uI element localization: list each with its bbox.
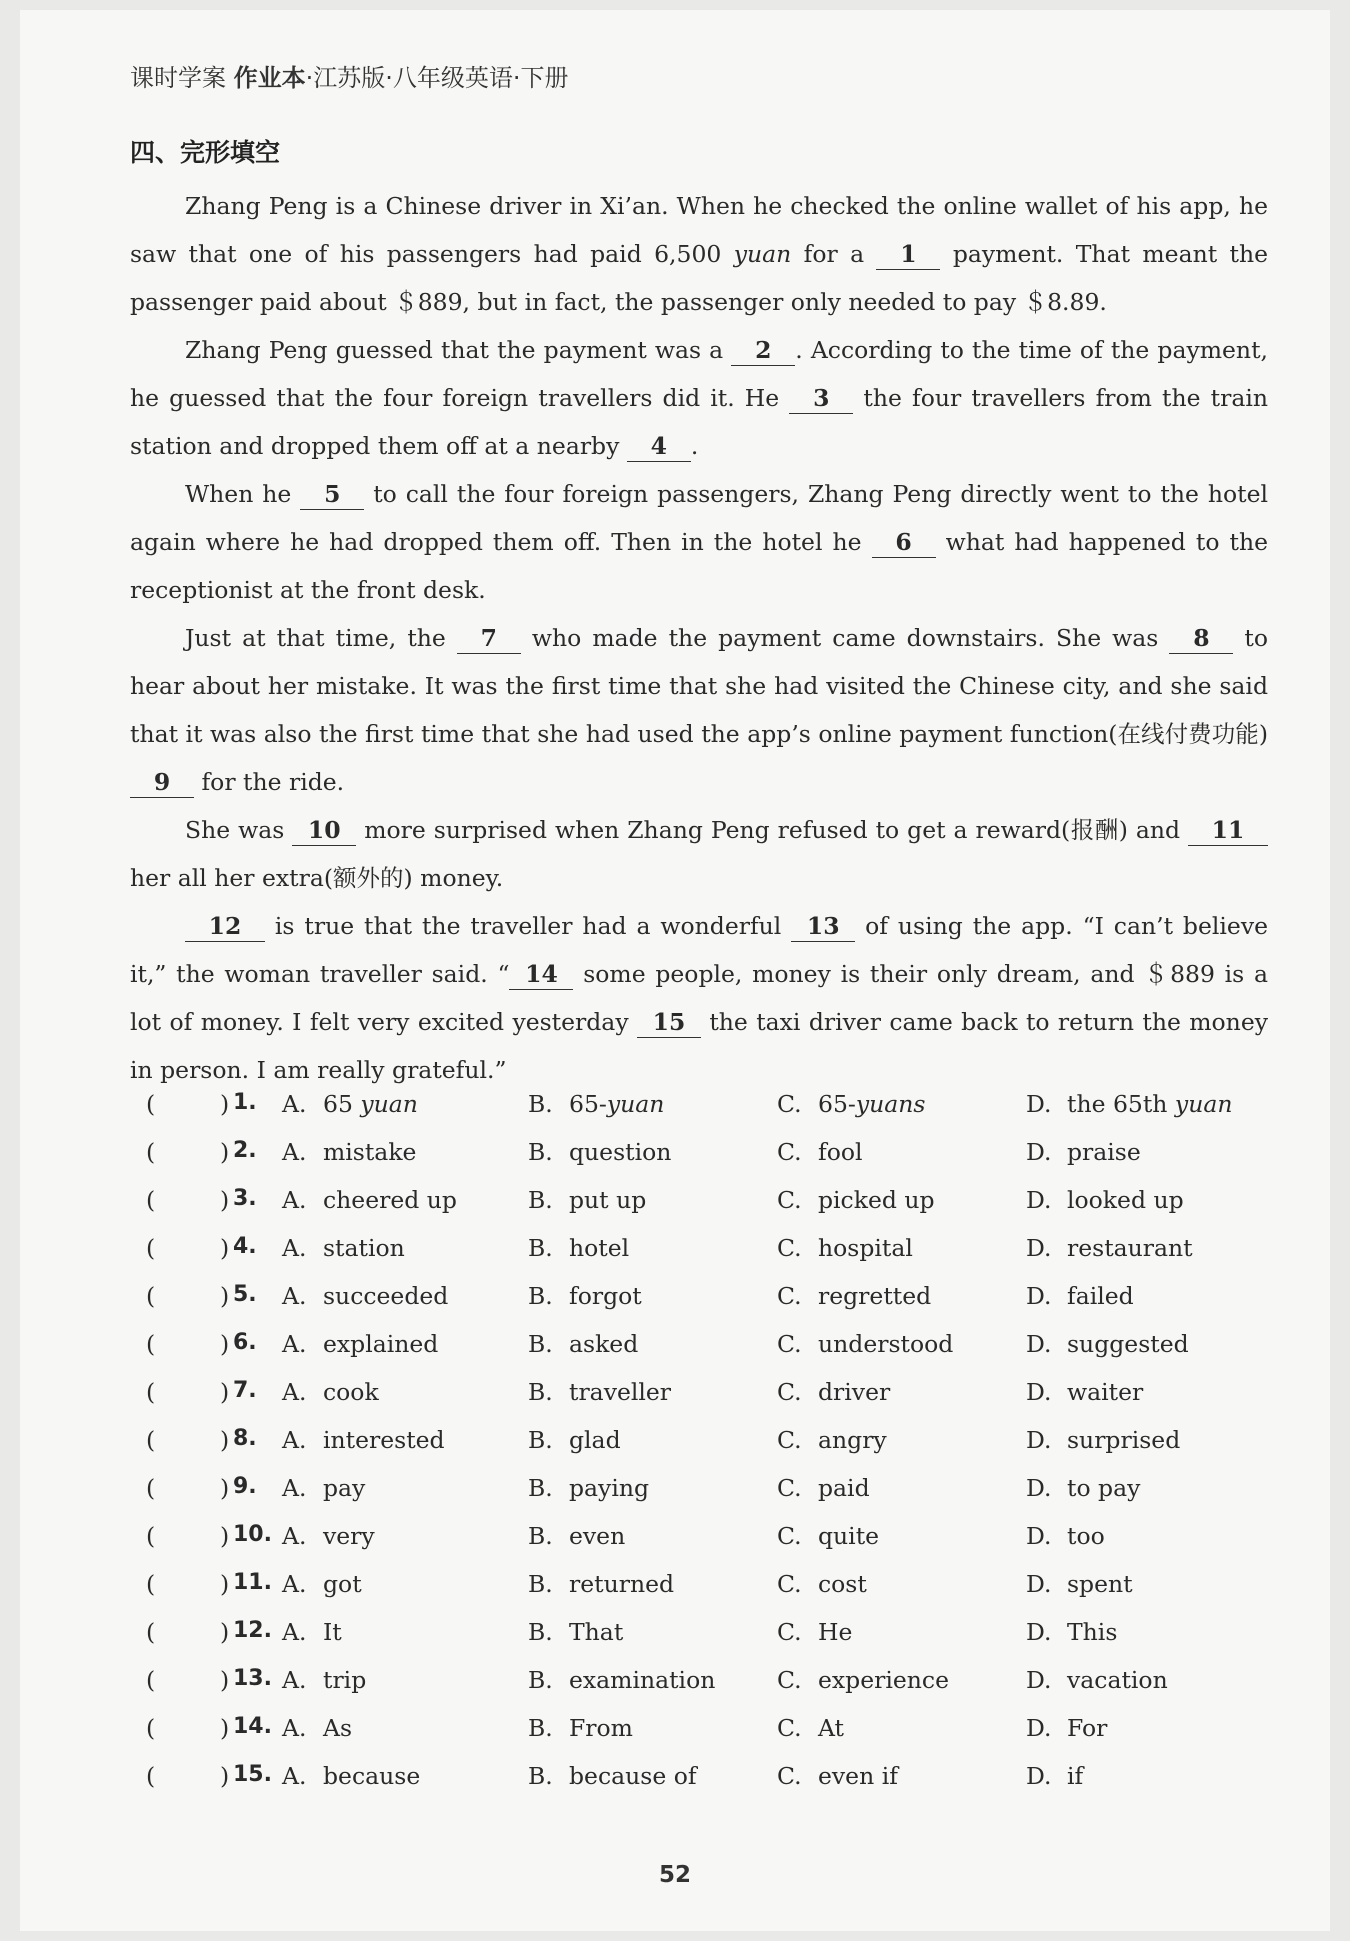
option-a-letter: A. <box>282 1090 307 1118</box>
answer-paren-right: ) <box>220 1090 230 1118</box>
running-header <box>130 58 569 93</box>
option-d-letter: D. <box>1026 1474 1052 1502</box>
option-c-letter: C. <box>777 1330 802 1358</box>
question-row <box>130 1138 1270 1186</box>
paragraph-2 <box>130 326 1268 470</box>
question-row <box>130 1474 1270 1522</box>
option-d-letter: D. <box>1026 1618 1052 1646</box>
text: who made the payment came downstairs. She was <box>520 624 1170 652</box>
option-a-text <box>323 1090 418 1118</box>
option-b-text: put up <box>569 1186 647 1214</box>
answer-paren-left: ( <box>146 1234 156 1262</box>
option-a-italic: yuan <box>360 1090 418 1118</box>
text: is true that the traveller had a wonderful <box>265 912 792 940</box>
question-row <box>130 1330 1270 1378</box>
text: the taxi driver came back to return the money in person. I am really grateful.” <box>130 1008 1268 1084</box>
option-c-text: 65- <box>818 1090 856 1118</box>
option-a-letter: A. <box>282 1522 307 1550</box>
option-a-text: very <box>323 1522 375 1550</box>
option-c-text: picked up <box>818 1186 935 1214</box>
paragraph-6 <box>130 902 1268 1094</box>
option-a-text: station <box>323 1234 405 1262</box>
answer-paren-right: ) <box>220 1282 230 1310</box>
text: of using the app. “I can’t believe it,” the woman traveller said. “ <box>130 912 1268 988</box>
option-a-text: trip <box>323 1666 367 1694</box>
option-b-letter: B. <box>528 1474 553 1502</box>
option-d-text: restaurant <box>1067 1234 1193 1262</box>
option-a-letter: A. <box>282 1426 307 1454</box>
option-c-letter: C. <box>777 1570 802 1598</box>
question-row <box>130 1234 1270 1282</box>
paragraph-3 <box>130 470 1268 614</box>
option-b-letter: B. <box>528 1570 553 1598</box>
option-a-text: cook <box>323 1378 379 1406</box>
answer-paren-right: ) <box>220 1426 230 1454</box>
blank-1: 1 <box>876 239 940 270</box>
text: . <box>690 432 699 460</box>
option-a-letter: A. <box>282 1570 307 1598</box>
text: to call the four foreign passengers, Zhang Peng directly went to the hotel again where he had dropped them off. Then in the hotel he <box>130 480 1268 556</box>
answer-paren-right: ) <box>220 1570 230 1598</box>
question-number: 4. <box>233 1234 257 1259</box>
option-c-text: regretted <box>818 1282 932 1310</box>
question-row <box>130 1282 1270 1330</box>
question-number: 6. <box>233 1330 257 1355</box>
option-d-text: waiter <box>1067 1378 1144 1406</box>
option-b-text: glad <box>569 1426 621 1454</box>
answer-options <box>130 1090 1270 1810</box>
option-c-italic: yuans <box>855 1090 926 1118</box>
option-a-text: As <box>323 1714 353 1742</box>
option-b-letter: B. <box>528 1378 553 1406</box>
option-c-letter: C. <box>777 1618 802 1646</box>
option-c-text: angry <box>818 1426 887 1454</box>
answer-paren-left: ( <box>146 1138 156 1166</box>
text: . According to the time of the payment, he guessed that the four foreign travellers did it. He <box>130 336 1268 412</box>
option-c-letter: C. <box>777 1762 802 1790</box>
option-a-text: 65 <box>323 1090 361 1118</box>
question-number: 7. <box>233 1378 257 1403</box>
question-number: 11. <box>233 1570 272 1595</box>
text: for the ride. <box>194 768 345 796</box>
answer-paren-left: ( <box>146 1090 156 1118</box>
option-b-text: returned <box>569 1570 675 1598</box>
answer-paren-left: ( <box>146 1522 156 1550</box>
blank-5: 5 <box>300 479 364 510</box>
option-a-text: explained <box>323 1330 439 1358</box>
question-row <box>130 1378 1270 1426</box>
text: the four travellers from the train station and dropped them off at a nearby <box>130 384 1268 460</box>
option-a-letter: A. <box>282 1330 307 1358</box>
option-b-text: forgot <box>569 1282 642 1310</box>
blank-2: 2 <box>731 335 795 366</box>
answer-paren-right: ) <box>220 1762 230 1790</box>
option-b-letter: B. <box>528 1618 553 1646</box>
question-row <box>130 1522 1270 1570</box>
answer-paren-right: ) <box>220 1714 230 1742</box>
option-d-text: looked up <box>1067 1186 1184 1214</box>
answer-paren-right: ) <box>220 1330 230 1358</box>
blank-4: 4 <box>627 431 691 462</box>
option-d-text: This <box>1067 1618 1118 1646</box>
option-d-letter: D. <box>1026 1234 1052 1262</box>
blank-11: 11 <box>1188 815 1268 846</box>
question-number: 1. <box>233 1090 257 1115</box>
option-d-text: the 65th <box>1067 1090 1175 1118</box>
option-c-text: driver <box>818 1378 891 1406</box>
text: When he <box>185 480 301 508</box>
option-a-letter: A. <box>282 1474 307 1502</box>
text: to hear about her mistake. It was the first time that she had visited the Chinese city, and she said that it was also the first time that she had used the app’s online payment function(在线付费功能) <box>130 624 1269 748</box>
option-d-letter: D. <box>1026 1762 1052 1790</box>
answer-paren-left: ( <box>146 1618 156 1646</box>
answer-paren-left: ( <box>146 1714 156 1742</box>
option-d-text: to pay <box>1067 1474 1141 1502</box>
question-row <box>130 1186 1270 1234</box>
option-a-letter: A. <box>282 1282 307 1310</box>
question-number: 14. <box>233 1714 272 1739</box>
option-d-letter: D. <box>1026 1570 1052 1598</box>
blank-15: 15 <box>637 1007 701 1038</box>
option-d-text: if <box>1067 1762 1084 1790</box>
answer-paren-right: ) <box>220 1618 230 1646</box>
blank-3: 3 <box>789 383 853 414</box>
header-series: 课时学案 <box>130 64 226 92</box>
option-c-text <box>818 1090 925 1118</box>
answer-paren-left: ( <box>146 1762 156 1790</box>
option-d-letter: D. <box>1026 1282 1052 1310</box>
option-b-text: examination <box>569 1666 716 1694</box>
option-a-letter: A. <box>282 1234 307 1262</box>
option-b-text: That <box>569 1618 624 1646</box>
option-c-text: quite <box>818 1522 880 1550</box>
option-b-letter: B. <box>528 1666 553 1694</box>
question-number: 15. <box>233 1762 272 1787</box>
question-row <box>130 1666 1270 1714</box>
text: what had happened to the receptionist at the front desk. <box>130 528 1268 604</box>
option-d-letter: D. <box>1026 1090 1052 1118</box>
option-a-text: mistake <box>323 1138 417 1166</box>
option-c-letter: C. <box>777 1474 802 1502</box>
blank-6: 6 <box>872 527 936 558</box>
question-number: 13. <box>233 1666 272 1691</box>
paragraph-4 <box>130 614 1268 806</box>
option-d-text: too <box>1067 1522 1105 1550</box>
option-d-letter: D. <box>1026 1426 1052 1454</box>
option-d-letter: D. <box>1026 1138 1052 1166</box>
option-a-letter: A. <box>282 1138 307 1166</box>
option-b-letter: B. <box>528 1330 553 1358</box>
text: Just at that time, the <box>185 624 457 652</box>
question-row <box>130 1762 1270 1810</box>
option-c-text: even if <box>818 1762 898 1790</box>
text: Zhang Peng guessed that the payment was a <box>185 336 732 364</box>
answer-paren-left: ( <box>146 1330 156 1358</box>
blank-9: 9 <box>130 767 194 798</box>
answer-paren-right: ) <box>220 1666 230 1694</box>
option-b-letter: B. <box>528 1138 553 1166</box>
option-a-text: It <box>323 1618 342 1646</box>
option-d-text <box>1067 1090 1232 1118</box>
answer-paren-right: ) <box>220 1186 230 1214</box>
option-c-letter: C. <box>777 1378 802 1406</box>
option-c-letter: C. <box>777 1186 802 1214</box>
option-d-letter: D. <box>1026 1330 1052 1358</box>
option-b-letter: B. <box>528 1234 553 1262</box>
option-a-letter: A. <box>282 1618 307 1646</box>
question-row <box>130 1714 1270 1762</box>
blank-13: 13 <box>791 911 855 942</box>
option-b-text: 65- <box>569 1090 607 1118</box>
option-a-text: interested <box>323 1426 445 1454</box>
option-a-text: got <box>323 1570 362 1598</box>
option-c-text: He <box>818 1618 853 1646</box>
option-c-letter: C. <box>777 1522 802 1550</box>
question-row <box>130 1090 1270 1138</box>
option-b-text: question <box>569 1138 672 1166</box>
option-b-text: paying <box>569 1474 650 1502</box>
option-c-text: fool <box>818 1138 863 1166</box>
option-a-text: cheered up <box>323 1186 457 1214</box>
blank-12: 12 <box>185 911 265 942</box>
answer-paren-left: ( <box>146 1186 156 1214</box>
option-b-letter: B. <box>528 1090 553 1118</box>
option-c-letter: C. <box>777 1138 802 1166</box>
option-d-text: vacation <box>1067 1666 1168 1694</box>
blank-8: 8 <box>1169 623 1233 654</box>
answer-paren-left: ( <box>146 1282 156 1310</box>
option-c-text: paid <box>818 1474 870 1502</box>
option-b-text: because of <box>569 1762 697 1790</box>
answer-paren-left: ( <box>146 1666 156 1694</box>
option-d-letter: D. <box>1026 1666 1052 1694</box>
option-b-text: traveller <box>569 1378 672 1406</box>
answer-paren-right: ) <box>220 1522 230 1550</box>
option-c-text: At <box>818 1714 845 1742</box>
text: some people, money is their only dream, and ＄889 is a lot of money. I felt very excited yesterday <box>130 960 1268 1036</box>
question-number: 8. <box>233 1426 257 1451</box>
option-b-text: asked <box>569 1330 639 1358</box>
option-a-letter: A. <box>282 1666 307 1694</box>
answer-paren-left: ( <box>146 1426 156 1454</box>
option-d-text: For <box>1067 1714 1108 1742</box>
option-d-text: spent <box>1067 1570 1133 1598</box>
option-c-letter: C. <box>777 1090 802 1118</box>
option-d-text: failed <box>1067 1282 1134 1310</box>
option-b-letter: B. <box>528 1186 553 1214</box>
option-a-letter: A. <box>282 1378 307 1406</box>
option-b-text: even <box>569 1522 626 1550</box>
text: her all her extra(额外的) money. <box>130 864 504 892</box>
answer-paren-left: ( <box>146 1474 156 1502</box>
answer-paren-right: ) <box>220 1378 230 1406</box>
option-d-italic: yuan <box>1174 1090 1233 1118</box>
question-number: 10. <box>233 1522 272 1547</box>
text: She was <box>185 816 293 844</box>
option-d-letter: D. <box>1026 1522 1052 1550</box>
section-title: 四、完形填空 <box>130 138 281 167</box>
blank-14: 14 <box>509 959 573 990</box>
answer-paren-right: ) <box>220 1474 230 1502</box>
option-b-italic: yuan <box>606 1090 665 1118</box>
question-number: 12. <box>233 1618 272 1643</box>
option-a-text: succeeded <box>323 1282 449 1310</box>
question-number: 9. <box>233 1474 257 1499</box>
option-c-letter: C. <box>777 1282 802 1310</box>
option-c-text: cost <box>818 1570 867 1598</box>
text: payment. That meant the passenger paid about ＄889, but in fact, the passenger only needed to pay ＄8.89. <box>130 240 1269 316</box>
option-c-text: understood <box>818 1330 954 1358</box>
blank-10: 10 <box>292 815 356 846</box>
option-c-letter: C. <box>777 1426 802 1454</box>
workbook-page <box>20 10 1330 1931</box>
option-d-text: suggested <box>1067 1330 1189 1358</box>
option-b-text: From <box>569 1714 633 1742</box>
text-italic: yuan <box>733 240 792 268</box>
option-b-letter: B. <box>528 1282 553 1310</box>
text: Zhang Peng is a Chinese driver in Xi’an. When he checked the online wallet of his app, he saw that one of his passengers had paid 6,500 <box>130 192 1268 268</box>
option-a-letter: A. <box>282 1186 307 1214</box>
option-d-letter: D. <box>1026 1186 1052 1214</box>
option-c-text: experience <box>818 1666 949 1694</box>
option-b-text: hotel <box>569 1234 630 1262</box>
answer-paren-right: ) <box>220 1234 230 1262</box>
question-number: 2. <box>233 1138 257 1163</box>
blank-7: 7 <box>457 623 521 654</box>
paragraph-1 <box>130 182 1268 326</box>
option-b-letter: B. <box>528 1714 553 1742</box>
option-d-text: surprised <box>1067 1426 1181 1454</box>
paragraph-5 <box>130 806 1268 902</box>
option-a-text: because <box>323 1762 421 1790</box>
option-d-text: praise <box>1067 1138 1141 1166</box>
text: more surprised when Zhang Peng refused to get a reward(报酬) and <box>356 816 1188 844</box>
option-b-text <box>569 1090 664 1118</box>
cloze-passage <box>130 182 1268 1094</box>
header-edition: ·江苏版·八年级英语·下册 <box>305 64 569 92</box>
option-c-letter: C. <box>777 1234 802 1262</box>
answer-paren-right: ) <box>220 1138 230 1166</box>
answer-paren-left: ( <box>146 1378 156 1406</box>
option-a-text: pay <box>323 1474 366 1502</box>
option-b-letter: B. <box>528 1762 553 1790</box>
question-row <box>130 1618 1270 1666</box>
page-number: 52 <box>658 1862 691 1888</box>
option-b-letter: B. <box>528 1426 553 1454</box>
option-c-letter: C. <box>777 1714 802 1742</box>
option-c-letter: C. <box>777 1666 802 1694</box>
question-number: 3. <box>233 1186 257 1211</box>
option-c-text: hospital <box>818 1234 913 1262</box>
option-b-letter: B. <box>528 1522 553 1550</box>
option-d-letter: D. <box>1026 1714 1052 1742</box>
question-number: 5. <box>233 1282 257 1307</box>
answer-paren-left: ( <box>146 1570 156 1598</box>
option-a-letter: A. <box>282 1714 307 1742</box>
option-a-letter: A. <box>282 1762 307 1790</box>
header-book: 作业本 <box>233 64 306 92</box>
option-d-letter: D. <box>1026 1378 1052 1406</box>
question-row <box>130 1570 1270 1618</box>
question-row <box>130 1426 1270 1474</box>
text: for a <box>791 240 877 268</box>
